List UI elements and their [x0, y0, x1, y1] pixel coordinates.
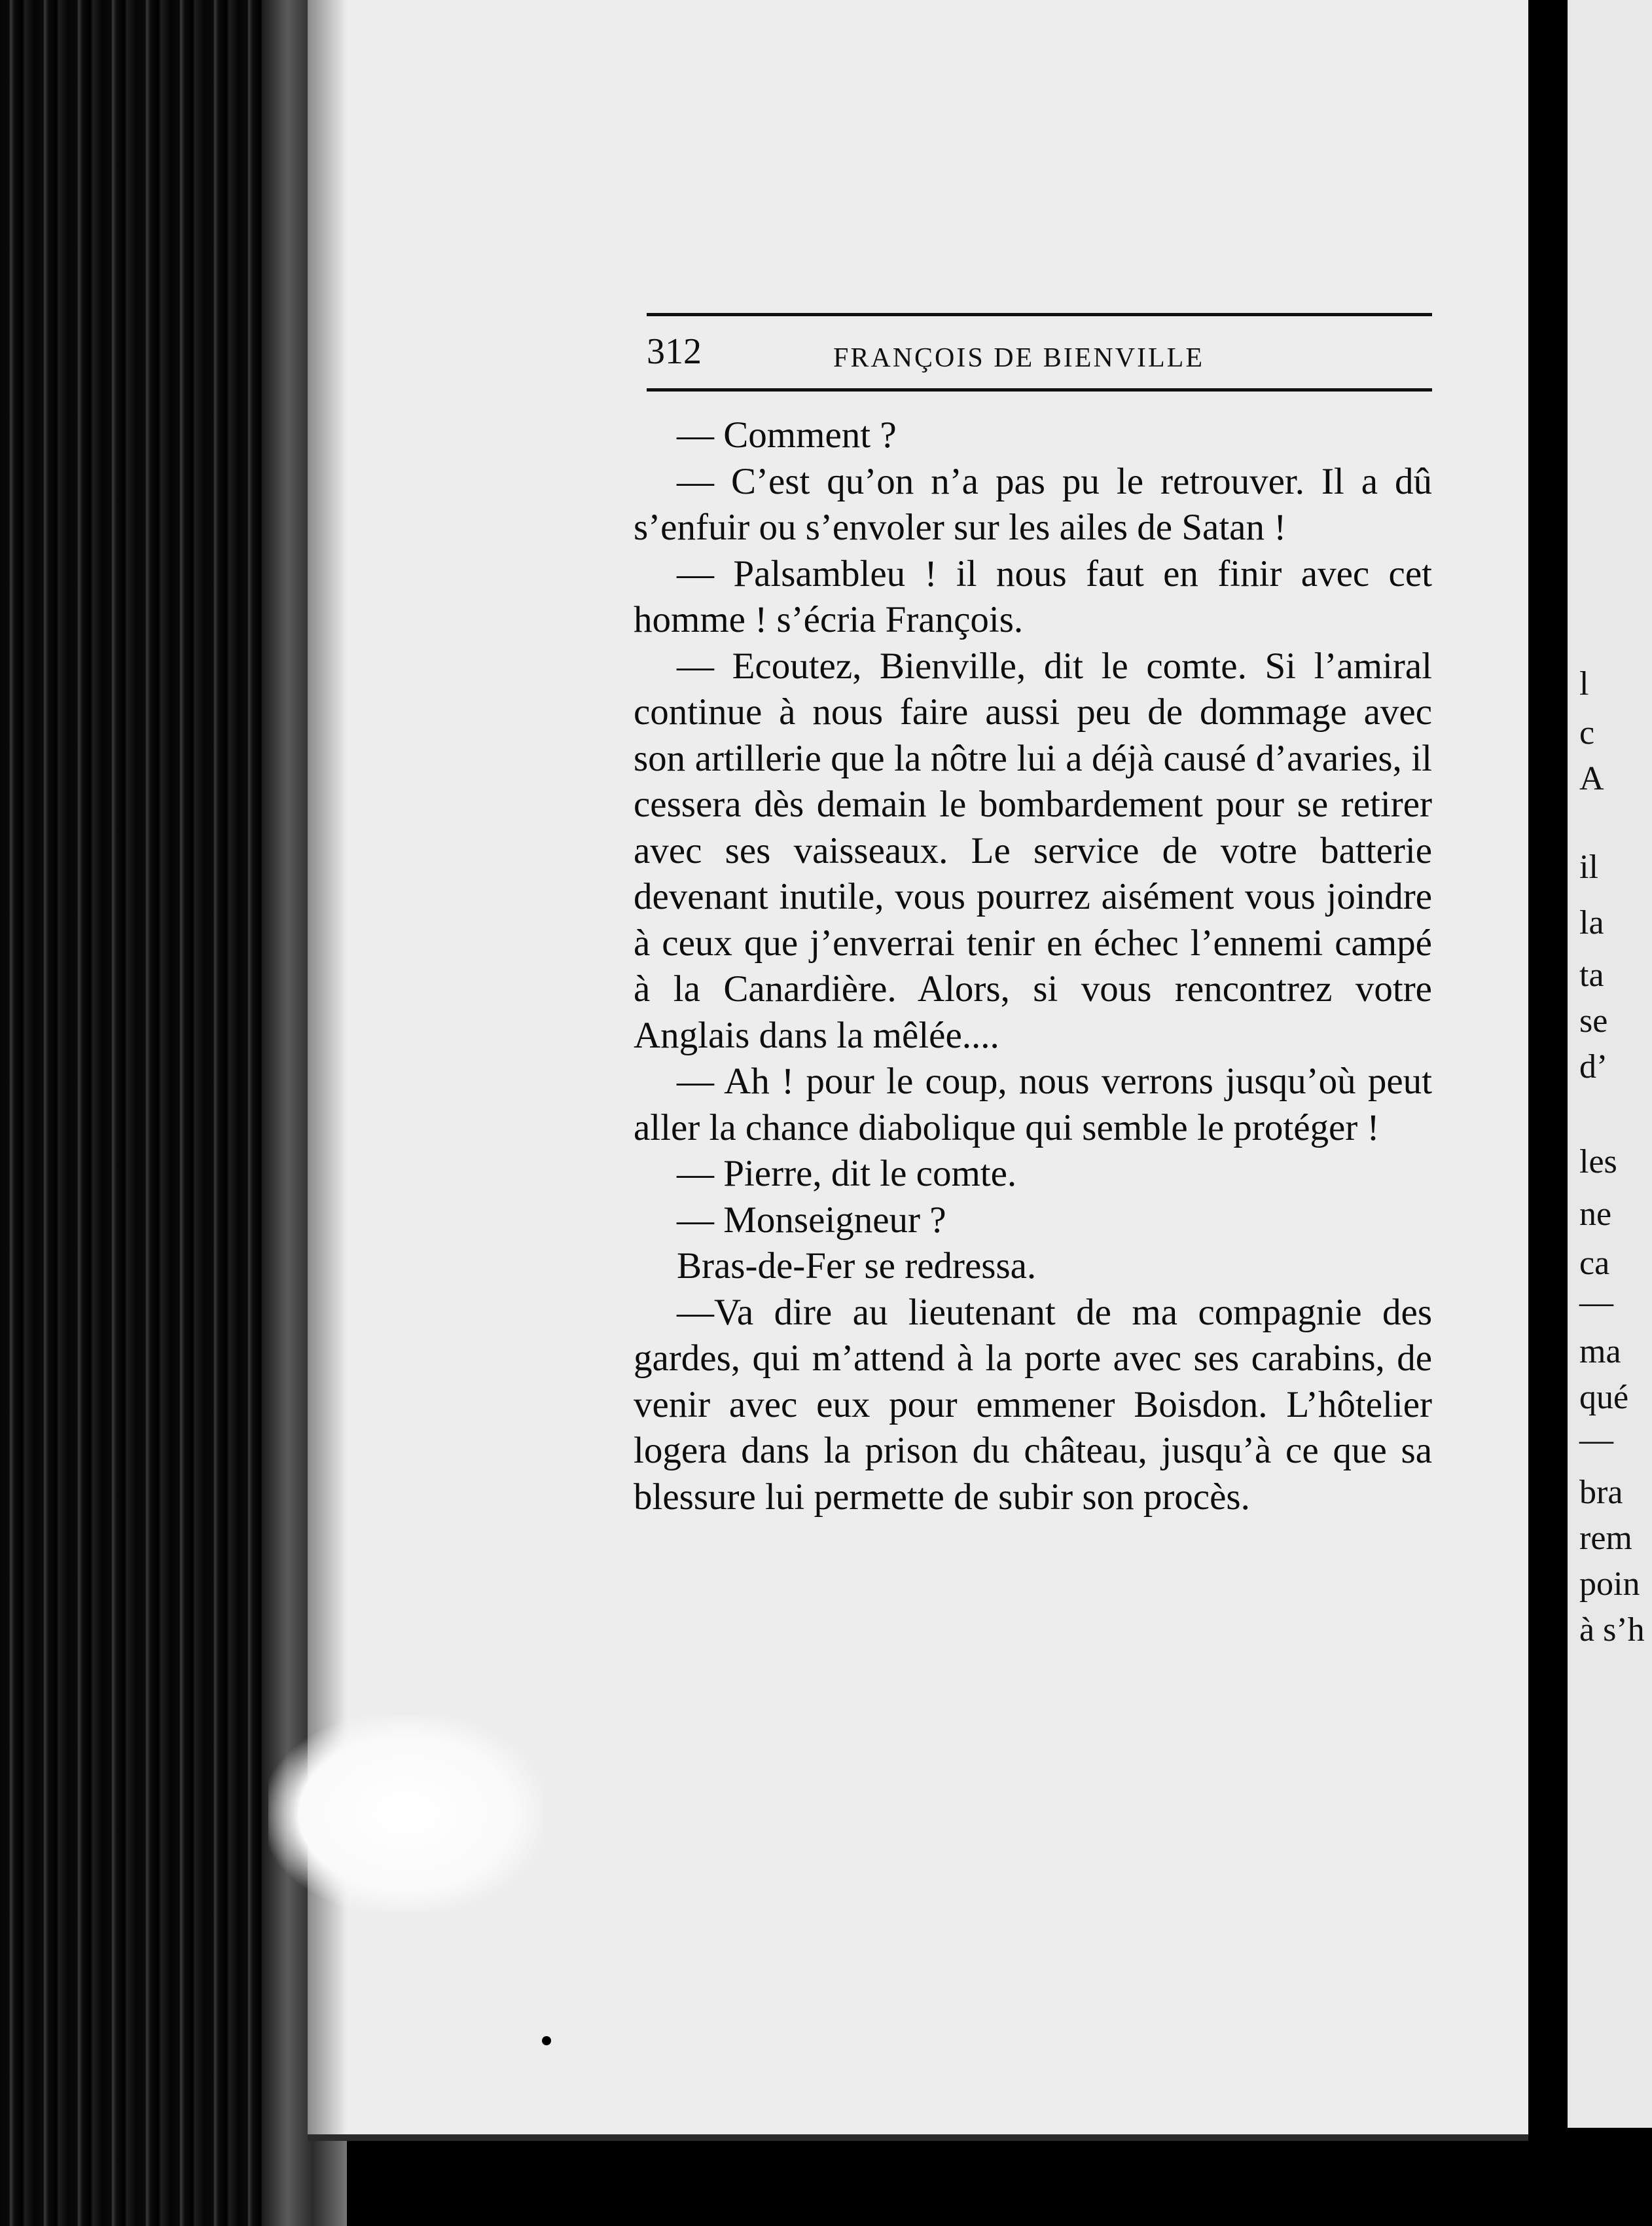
paragraph: —Va dire au lieutenant de ma compagnie des gardes, qui m’attend à la porte avec ses carabins, de venir avec eux pour emmener Boisdon. L’hôtelier logera dans la prison du château, jusqu’à ce que sa blessure lui permette de subir son procès.	[634, 1291, 1432, 1518]
body-text	[634, 412, 1432, 1520]
facing-text-fragment: se	[1579, 1002, 1608, 1040]
facing-text-fragment: A	[1579, 760, 1604, 797]
facing-text-fragment: la	[1579, 904, 1604, 941]
facing-text-fragment: ca	[1579, 1245, 1610, 1282]
facing-text-fragment: ta	[1579, 957, 1604, 994]
paragraph: — Palsambleu ! il nous faut en finir avec cet homme ! s’écria François.	[634, 553, 1432, 640]
facing-text-fragment: —	[1579, 1284, 1613, 1321]
paragraph: — Comment ?	[677, 414, 897, 456]
paragraph: — C’est qu’on n’a pas pu le retrouver. Il a dû s’enfuir ou s’envoler sur les ailes de Satan !	[634, 460, 1432, 548]
page-header	[647, 313, 1432, 392]
header-row	[647, 316, 1432, 388]
paragraph: — Monseigneur ?	[677, 1199, 946, 1241]
facing-text-fragment: d’	[1579, 1048, 1608, 1086]
facing-text-fragment: l	[1579, 665, 1589, 702]
page-number: 312	[647, 331, 702, 372]
facing-text-fragment: rem	[1579, 1520, 1632, 1557]
facing-text-fragment: à s’h	[1579, 1611, 1645, 1649]
paragraph: — Pierre, dit le comte.	[677, 1153, 1017, 1194]
paragraph: Bras-de-Fer se redressa.	[677, 1245, 1037, 1286]
facing-text-fragment: les	[1579, 1143, 1617, 1180]
facing-text-fragment: ma	[1579, 1333, 1621, 1370]
running-title: FRANÇOIS DE BIENVILLE	[833, 343, 1204, 373]
book-gutter	[1528, 0, 1568, 2226]
paragraph: — Ecoutez, Bienville, dit le comte. Si l’amiral continue à nous faire aussi peu de dommage avec son artillerie que la nôtre lui a déjà causé d’avaries, il cessera dès demain le bombardement pour se retirer avec ses vaisseaux. Le service de votre batterie devenant inutile, vous pourrez aisément vous joindre à ceux que j’enverrai tenir en échec l’ennemi campé à la Canardière. Alors, si vous rencontrez votre Anglais dans la mêlée....	[634, 645, 1432, 1056]
facing-text-fragment: c	[1579, 714, 1595, 752]
paper-blemish	[268, 1715, 543, 1912]
facing-text-fragment: qué	[1579, 1379, 1629, 1416]
ink-speck	[542, 2036, 551, 2045]
facing-text-fragment: —	[1579, 1421, 1613, 1459]
facing-text-fragment: il	[1579, 848, 1598, 886]
paragraph: — Ah ! pour le coup, nous verrons jusqu’où peut aller la chance diabolique qui semble le protéger !	[634, 1061, 1432, 1148]
facing-page-edge	[1568, 0, 1652, 2128]
header-bottom-rule	[647, 388, 1432, 392]
facing-text-fragment: poin	[1579, 1565, 1640, 1603]
facing-text-fragment: bra	[1579, 1474, 1623, 1511]
facing-text-fragment: ne	[1579, 1195, 1612, 1233]
